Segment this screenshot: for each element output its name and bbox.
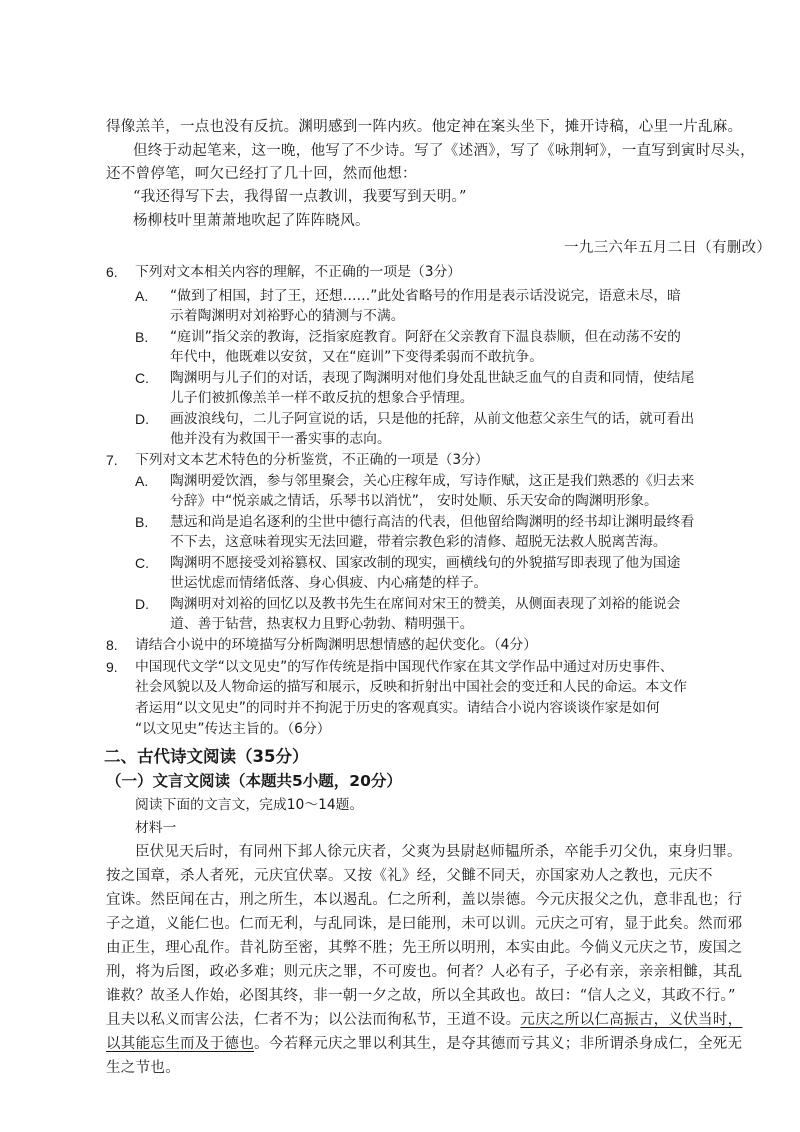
- story-line: 得像羔羊，一点也没有反抗。渊明感到一阵内疚。他定神在案头坐下，摊开诗稿，心里一片乱麻。: [106, 119, 743, 135]
- question-number: 8.: [106, 637, 118, 653]
- classical-text-line: 谁救？故圣人作始，必图其终，非一朝一夕之故，所以全其政也。故曰：“信人之义，其政不行。”: [106, 988, 736, 1004]
- option-text: 道、善于钻营，热衷权力且野心勃勃、精明强干。: [170, 616, 474, 632]
- option-text: 他并没有为救国干一番实事的志向。: [170, 431, 391, 447]
- underlined-sentence: 以其能忘生而及于德也: [106, 1036, 254, 1052]
- section-subtitle: （一）文言文阅读（本题共5小题，20分）: [106, 772, 402, 790]
- option-text: 慧远和尚是追名逐利的尘世中德行高洁的代表，但他留给陶渊明的经书却让渊明最终看: [170, 514, 695, 530]
- date-note: 一九三六年五月二日（有删改）: [564, 240, 772, 256]
- story-line: 还不曾停笔，呵欠已经打了几十回，然而他想：: [106, 166, 417, 182]
- option-text: 年代中，他既难以安贫，又在“庭训”下变得柔弱而不敢抗争。: [170, 349, 544, 365]
- question-stem: 下列对文本相关内容的理解，不正确的一项是（3分）: [135, 264, 462, 280]
- option-label: A.: [135, 288, 149, 304]
- classical-text-line: 按之国章，杀人者死，元庆宜伏辜。又按《礼》经，父雠不同天，亦国家劝人之教也，元庆不: [106, 868, 713, 884]
- question-number: 7.: [106, 452, 118, 468]
- classical-text-line: 子之道，义能仁也。仁而无利，与乱同诛，是曰能刑，未可以训。元庆之可宥，显于此矣。然而邪: [106, 916, 743, 932]
- question-text: “以文见史”传达主旨的。（6分）: [135, 721, 331, 737]
- option-label: C.: [135, 555, 149, 571]
- classical-text-line: [106, 1010, 742, 1030]
- question-number: 9.: [106, 659, 118, 675]
- question-text: 社会风貌以及人物命运的描写和展示，反映和折射出中国社会的变迁和人民的命运。本文作: [135, 679, 687, 695]
- material-label: 材料一: [135, 820, 177, 836]
- option-text: 示着陶渊明对刘裕野心的猜测与不满。: [170, 308, 405, 324]
- option-text: 陶渊明爱饮酒，参与邻里聚会，关心庄稼年成，写诗作赋，这正是我们熟悉的《归去来: [170, 473, 695, 489]
- question-text: 请结合小说中的环境描写分析陶渊明思想情感的起伏变化。（4分）: [135, 637, 537, 653]
- classical-text-segment: 。今若释元庆之罪以利其生，是夺其德而亏其义；非所谓杀身成仁，全死无: [254, 1036, 743, 1052]
- classical-text-line: 臣伏见天后时，有同州下邽人徐元庆者，父爽为县尉赵师韫所杀，卒能手刃父仇，束身归罪。: [135, 844, 742, 860]
- question-number: 6.: [106, 264, 118, 280]
- option-text: 画波浪线句，二儿子阿宣说的话，只是他的托辞，从前文他惹父亲生气的话，就可看出: [170, 411, 695, 427]
- option-text: 陶渊明对刘裕的回忆以及教书先生在席间对宋王的赞美，从侧面表现了刘裕的能说会: [170, 596, 681, 612]
- option-text: 世运忧虑而情绪低落、身心俱疲、内心痛楚的样子。: [170, 575, 488, 591]
- question-text: 中国现代文学“以文见史”的写作传统是指中国现代作家在其文学作品中通过对历史事件、: [135, 659, 674, 675]
- classical-text-line: 刑，将为后图，政必多难；则元庆之罪，不可废也。何者？人必有子，子必有亲，亲亲相雠，其乱: [106, 964, 743, 980]
- option-text: 儿子们被抓像羔羊一样不敢反抗的想象合乎情理。: [170, 390, 474, 406]
- option-text: 兮辞》中“悦亲戚之情话，乐琴书以消忧”， 安时处顺、乐天安命的陶渊明形象。: [170, 493, 658, 509]
- option-label: B.: [135, 329, 149, 345]
- story-line: “我还得写下去，我得留一点教训，我要写到天明。”: [133, 189, 467, 205]
- option-text: “做到了相国，封了王，还想……”此处省略号的作用是表示话没说完，语意未尽，暗: [170, 288, 681, 304]
- instruction: 阅读下面的文言文，完成10～14题。: [135, 797, 364, 813]
- option-text: 陶渊明与儿子们的对话，表现了陶渊明对他们身处乱世缺乏血气的自责和同情，使结尾: [170, 370, 695, 386]
- classical-text-segment: 且夫以私义而害公法，仁者不为；以公法而徇私节，王道不设。: [106, 1012, 521, 1028]
- classical-text-line: 由正生，理心乱作。昔礼防至密，其弊不胜；先王所以明刑，本实由此。今倘义元庆之节，废国之: [106, 940, 743, 956]
- option-label: B.: [135, 514, 149, 530]
- option-label: D.: [135, 596, 149, 612]
- underlined-sentence: 元庆之所以仁高振古，义伏当时，: [520, 1012, 743, 1028]
- option-label: C.: [135, 370, 149, 386]
- story-line: 但终于动起笔来，这一晚，他写了不少诗。写了《述酒》，写了《咏荆轲》，一直写到寅时尽头，: [133, 143, 755, 159]
- classical-text-line: 宜诛。然臣闻在古，刑之所生，本以遏乱。仁之所利，盖以崇德。今元庆报父之仇，意非乱也；行: [106, 892, 743, 908]
- option-label: D.: [135, 411, 149, 427]
- story-line: 杨柳枝叶里萧萧地吹起了阵阵晓风。: [133, 213, 370, 229]
- option-text: 陶渊明不愿接受刘裕篡权、国家改制的现实，画横线句的外貌描写即表现了他为国途: [170, 555, 681, 571]
- option-text: 不下去，这意味着现实无法回避，带着宗教色彩的清修、超脱无法救人脱离苦海。: [170, 534, 667, 550]
- section-title: 二、古代诗文阅读（35分）: [104, 747, 309, 766]
- question-text: 者运用“以文见史”的同时并不拘泥于历史的客观真实。请结合小说内容谈谈作家是如何: [135, 700, 660, 716]
- question-stem: 下列对文本艺术特色的分析鉴赏，不正确的一项是（3分）: [135, 452, 489, 468]
- option-text: “庭训”指父亲的教诲，泛指家庭教育。阿舒在父亲教育下温良恭顺，但在动荡不安的: [170, 329, 681, 345]
- classical-text-line: [106, 1034, 742, 1054]
- classical-text-line: 生之节也。: [106, 1060, 180, 1076]
- option-label: A.: [135, 473, 149, 489]
